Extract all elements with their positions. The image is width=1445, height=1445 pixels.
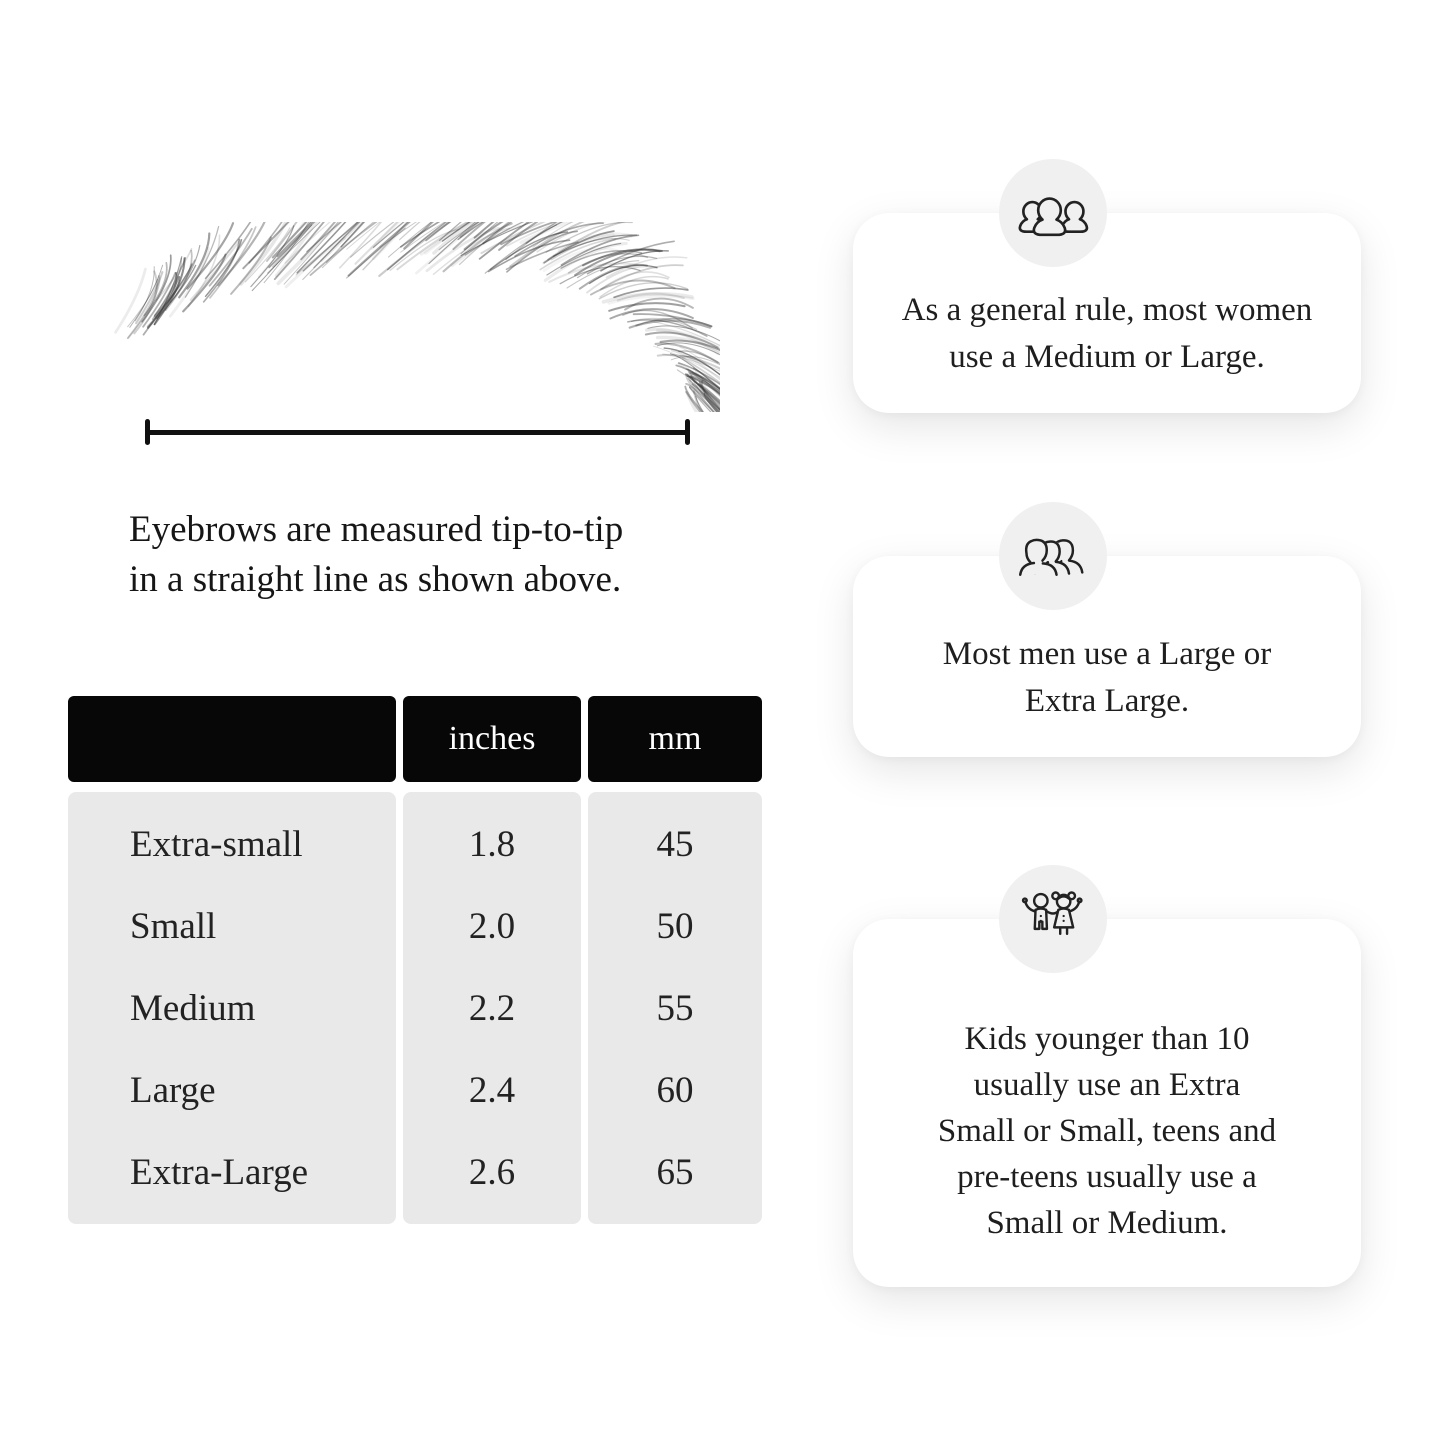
measurement-caption (129, 505, 739, 605)
mm-value: 55 (656, 987, 694, 1029)
card-kids-text (938, 1016, 1276, 1246)
men-group-icon (1014, 525, 1092, 587)
size-label: Large (130, 1069, 216, 1111)
inches-value: 2.6 (468, 1151, 516, 1193)
size-label: Extra-small (130, 823, 303, 865)
inches-value: 2.2 (468, 987, 516, 1029)
kids-icon (1015, 885, 1091, 953)
mm-value: 65 (656, 1151, 694, 1193)
card-kids-line-4: pre-teens usually use a (957, 1159, 1257, 1195)
column-inches-values (403, 792, 581, 1224)
size-table-body (68, 792, 762, 1224)
caption-line-2: in a straight line as shown above. (129, 559, 622, 600)
card-women (853, 213, 1361, 413)
mm-value: 60 (656, 1069, 694, 1111)
card-kids-line-5: Small or Medium. (986, 1205, 1228, 1241)
eyebrow-illustration (100, 222, 720, 412)
card-women-text (902, 287, 1313, 381)
header-cell-mm: mm (588, 696, 762, 782)
inches-value: 2.4 (468, 1069, 516, 1111)
header-cell-blank (68, 696, 396, 782)
card-kids (853, 919, 1361, 1287)
header-cell-inches: inches (403, 696, 581, 782)
column-mm-values (588, 792, 762, 1224)
icon-bubble-kids (999, 865, 1107, 973)
size-label: Small (130, 905, 217, 947)
card-men-line-1: Most men use a Large or (942, 635, 1272, 672)
card-women-line-1: As a general rule, most women (901, 292, 1313, 328)
card-women-line-2: use a Medium or Large. (949, 339, 1265, 375)
card-kids-line-2: usually use an Extra (973, 1067, 1241, 1103)
column-size-labels (68, 792, 396, 1224)
size-table (68, 696, 762, 1224)
mm-value: 45 (656, 823, 694, 865)
measurement-bar (145, 430, 690, 435)
measurement-endcap-right (685, 419, 690, 445)
size-label: Medium (130, 987, 256, 1029)
card-men-line-2: Extra Large. (1024, 682, 1190, 719)
inches-value: 2.0 (468, 905, 516, 947)
size-label: Extra-Large (130, 1151, 309, 1193)
size-table-header (68, 696, 762, 782)
women-group-icon (1014, 182, 1092, 244)
card-kids-line-3: Small or Small, teens and (937, 1113, 1277, 1149)
caption-line-1: Eyebrows are measured tip-to-tip (129, 509, 624, 550)
icon-bubble-women (999, 159, 1107, 267)
card-men-text (943, 631, 1271, 725)
measurement-line (145, 419, 690, 445)
mm-value: 50 (656, 905, 694, 947)
icon-bubble-men (999, 502, 1107, 610)
inches-value: 1.8 (468, 823, 516, 865)
card-men (853, 556, 1361, 757)
card-kids-line-1: Kids younger than 10 (964, 1021, 1250, 1057)
